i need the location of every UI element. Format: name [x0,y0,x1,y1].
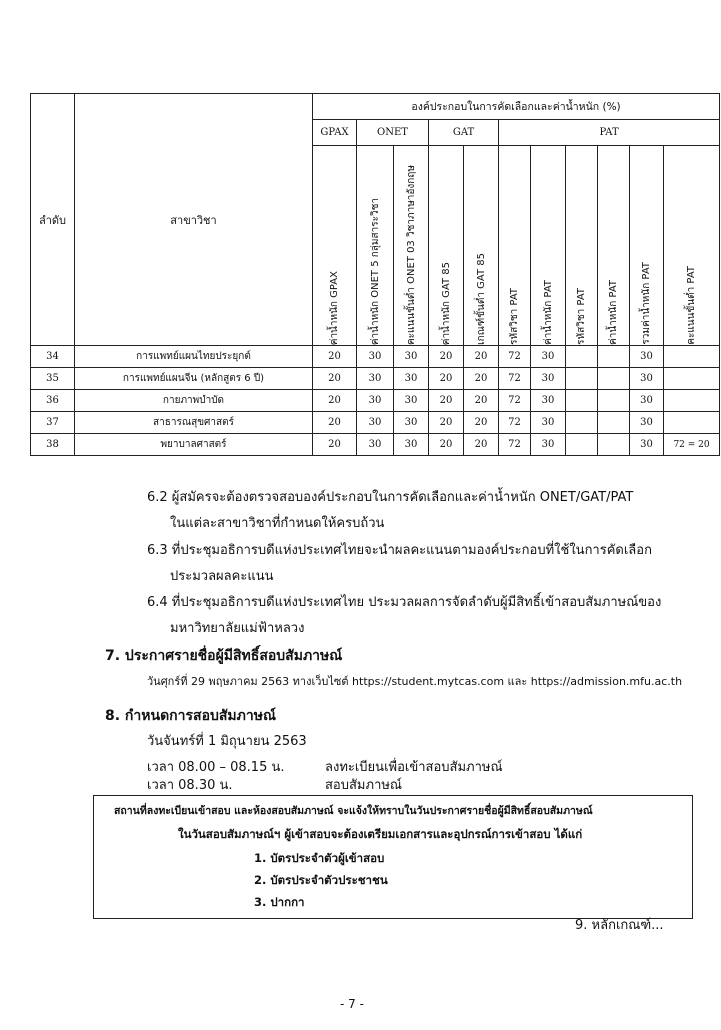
cell [598,434,630,456]
sub-header: ค่าน้ำหนัก PAT [598,146,630,346]
para-6-4-line1: 6.4 ที่ประชุมอธิการบดีแห่งประเทศไทย ประมวลผลการจัดลำดับผู้มีสิทธิ์เข้าสอบสัมภาษณ์ของ [147,595,662,610]
cell: 72 [499,346,531,368]
row-number: 38 [31,434,75,456]
para-6-4-line2: มหาวิทยาลัยแม่ฟ้าหลวง [170,621,305,636]
cell: 20 [429,390,464,412]
cell: 30 [630,412,664,434]
table-row [31,368,720,390]
col-program-header: สาขาวิชา [75,94,313,346]
cell: 30 [394,390,429,412]
interview-date: วันจันทร์ที่ 1 มิถุนายน 2563 [147,734,307,749]
cell: 30 [630,346,664,368]
cell [664,390,720,412]
notice-box [93,795,693,919]
cell: 30 [531,412,566,434]
cell: 20 [464,368,499,390]
table-row [31,412,720,434]
sub-header: รวมค่าน้ำหนัก PAT [630,146,664,346]
criteria-group-title: องค์ประกอบในการคัดเลือกและค่าน้ำหนัก (%) [313,94,720,120]
cell [566,346,598,368]
cell: 20 [429,346,464,368]
cell [664,346,720,368]
cell: 20 [429,412,464,434]
program-name: การแพทย์แผนไทยประยุกต์ [75,346,313,368]
cell: 30 [394,346,429,368]
para-6-3-line2: ประมวลผลคะแนน [170,569,274,584]
sub-header: ค่าน้ำหนัก ONET 5 กลุ่มสาระวิชา [357,146,394,346]
program-name: กายภาพบำบัด [75,390,313,412]
program-name: สาธารณสุขศาสตร์ [75,412,313,434]
col-order-header: ลำดับ [31,94,75,346]
cell: 30 [531,346,566,368]
cell: 72 [499,390,531,412]
cell: 72 [499,434,531,456]
cell: 20 [429,368,464,390]
sub-header: รหัสวิชา PAT [566,146,598,346]
notice-line-1: สถานที่ลงทะเบียนเข้าสอบ และห้องสอบสัมภาษณ์ จะแจ้งให้ทราบในวันประกาศรายชื่อผู้มีสิทธิ์สอบสัมภาษณ์ [114,805,593,817]
para-6-2-line1: 6.2 ผู้สมัครจะต้องตรวจสอบองค์ประกอบในการคัดเลือกและค่าน้ำหนัก ONET/GAT/PAT [147,490,634,505]
cell [598,368,630,390]
cell: 20 [313,434,357,456]
interview-activity: สอบสัมภาษณ์ [325,778,402,793]
sub-header: คะแนนขั้นต่ำ PAT [664,146,720,346]
cell: 30 [630,368,664,390]
cell: 30 [357,434,394,456]
table-row [31,346,720,368]
cell: 20 [313,390,357,412]
sub-header: ค่าน้ำหนัก PAT [531,146,566,346]
cell: 72 [499,412,531,434]
para-6-3-line1: 6.3 ที่ประชุมอธิการบดีแห่งประเทศไทยจะนำผลคะแนนตามองค์ประกอบที่ใช้ในการคัดเลือก [147,543,652,558]
interview-time: เวลา 08.30 น. [147,778,233,793]
cell: 20 [464,412,499,434]
cell: 30 [394,412,429,434]
group-onet: ONET [357,120,429,146]
cell [664,412,720,434]
page-number: - 7 - [340,997,364,1011]
cell: 20 [464,434,499,456]
section-8-title: 8. กำหนดการสอบสัมภาษณ์ [105,708,276,724]
cell: 30 [531,368,566,390]
cell: 30 [630,434,664,456]
cell: 30 [531,434,566,456]
cell: 30 [394,434,429,456]
section-7-title: 7. ประกาศรายชื่อผู้มีสิทธิ์สอบสัมภาษณ์ [105,648,343,664]
para-6-2-line2: ในแต่ละสาขาวิชาที่กำหนดให้ครบถ้วน [170,516,385,531]
cell: 20 [313,412,357,434]
cell: 30 [394,368,429,390]
registration-time: เวลา 08.00 – 08.15 น. [147,760,285,775]
row-number: 35 [31,368,75,390]
continued-next: 9. หลักเกณฑ์... [575,918,664,933]
program-name: การแพทย์แผนจีน (หลักสูตร 6 ปี) [75,368,313,390]
sub-header: เกณฑ์ขั้นต่ำ GAT 85 [464,146,499,346]
cell [598,390,630,412]
row-number: 36 [31,390,75,412]
cell: 30 [357,346,394,368]
row-number: 34 [31,346,75,368]
group-gpax: GPAX [313,120,357,146]
required-item: 2. บัตรประจำตัวประชาชน [254,873,388,887]
cell [598,412,630,434]
cell: 30 [630,390,664,412]
cell: 20 [429,434,464,456]
section-7-text: วันศุกร์ที่ 29 พฤษภาคม 2563 ทางเว็บไซต์ https://student.mytcas.com และ https://admission.mfu.ac.th [147,675,683,688]
table-row [31,434,720,456]
cell [664,368,720,390]
program-name: พยาบาลศาสตร์ [75,434,313,456]
required-item: 1. บัตรประจำตัวผู้เข้าสอบ [254,851,385,865]
cell [598,346,630,368]
notice-line-2: ในวันสอบสัมภาษณ์ฯ ผู้เข้าสอบจะต้องเตรียมเอกสารและอุปกรณ์การเข้าสอบ ได้แก่ [178,827,583,841]
cell: 20 [464,390,499,412]
cell: 20 [313,346,357,368]
table-row [31,390,720,412]
cell: 72 [499,368,531,390]
cell [566,434,598,456]
cell: 20 [313,368,357,390]
sub-header: ค่าน้ำหนัก GAT 85 [429,146,464,346]
sub-header: ค่าน้ำหนัก GPAX [313,146,357,346]
cell: 30 [357,412,394,434]
cell: 30 [531,390,566,412]
cell [566,412,598,434]
required-item: 3. ปากกา [254,895,305,909]
sub-header: รหัสวิชา PAT [499,146,531,346]
cell: 20 [464,346,499,368]
group-pat: PAT [499,120,720,146]
selection-criteria-table [30,93,720,456]
cell [566,390,598,412]
sub-header: คะแนนขั้นต่ำ ONET 03 วิชาภาษาอังกฤษ [394,146,429,346]
registration-activity: ลงทะเบียนเพื่อเข้าสอบสัมภาษณ์ [325,760,503,775]
cell: 72 = 20 [664,434,720,456]
row-number: 37 [31,412,75,434]
cell: 30 [357,368,394,390]
cell: 30 [357,390,394,412]
group-gat: GAT [429,120,499,146]
cell [566,368,598,390]
